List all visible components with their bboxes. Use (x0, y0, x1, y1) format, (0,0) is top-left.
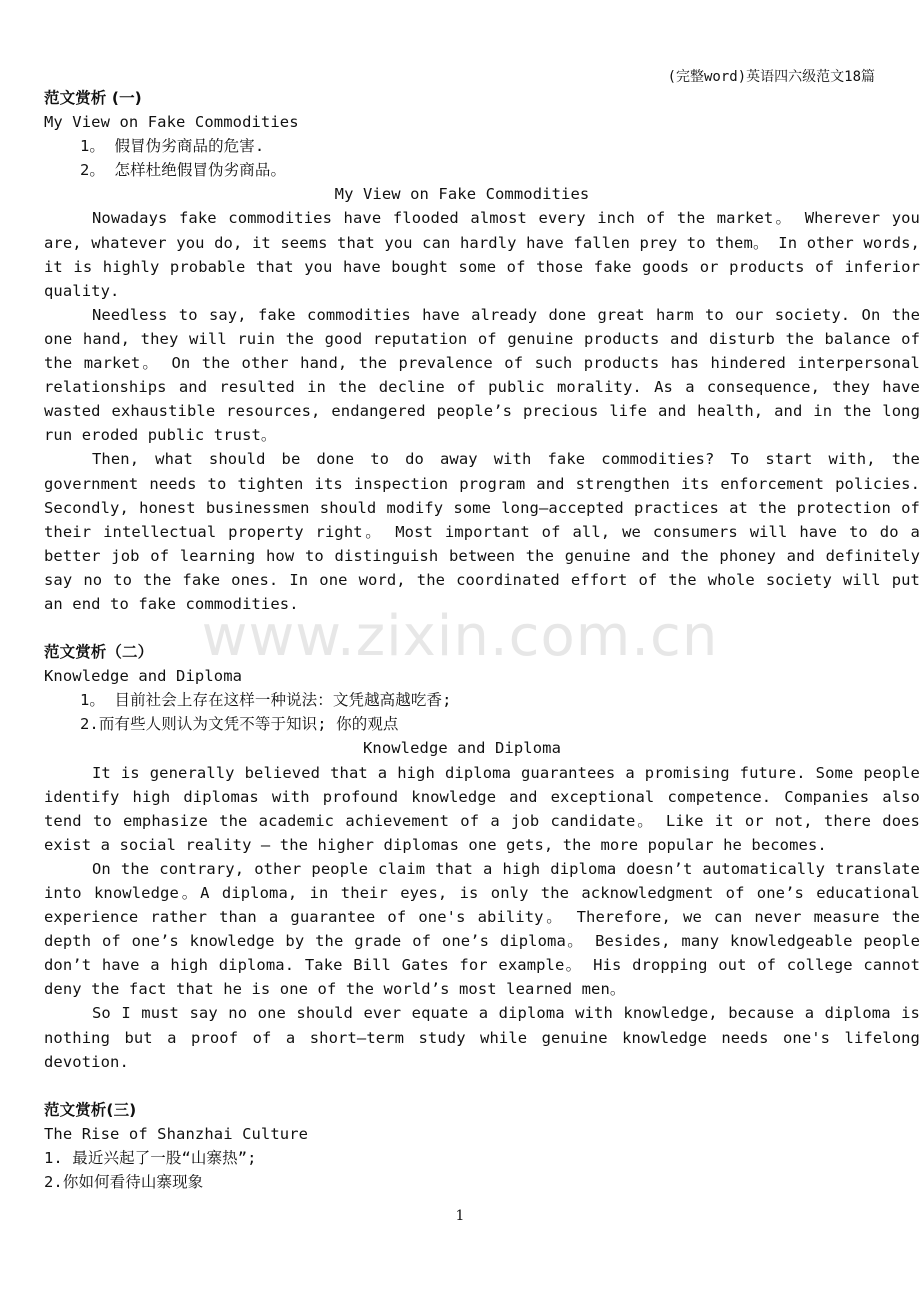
page-number: 1 (455, 1208, 465, 1224)
section-2-paragraph-2: On the contrary, other people claim that a high diploma doesn’t automatically translate into knowledge。A diploma, in their eyes, is only the acknowledgment of one’s educational experience rather than a guarantee of one's ability。 Therefore, we can never measure the depth of one’s knowledge by the grade of one’s diploma。 Besides, many knowledgeable people don’t have a high diploma. Take Bill Gates for example。 His dropping out of college cannot deny the fact that he is one of the world’s most learned men。 (44, 859, 920, 999)
section-1-outline-item-1: 1。 假冒伪劣商品的危害. (80, 137, 265, 156)
spacer (44, 1074, 920, 1098)
section-3-outline-item-2: 2.你如何看待山寨现象 (44, 1173, 204, 1192)
section-1-essay-title: My View on Fake Commodities (334, 185, 590, 204)
section-2-subtitle: Knowledge and Diploma (44, 667, 243, 686)
section-1-paragraph-3: Then, what should be done to do away with fake commodities? To start with, the government needs to tighten its inspection program and strengthen its enforcement policies. Secondly, honest businessmen should modify some long—accepted practices at the protection of their intellectual property right。 Most important of all, we consumers will have to do a better job of learning how to distinguish between the genuine and the phoney and definitely say no to the fake ones. In one word, the coordinated effort of the whole society will put an end to fake commodities. (44, 450, 920, 613)
section-2-paragraph-3: So I must say no one should ever equate a diploma with knowledge, because a diploma is nothing but a proof of a short—term study while genuine knowledge needs one's lifelong devotion. (44, 1004, 920, 1071)
spacer (44, 616, 920, 640)
section-3-heading: 范文赏析(三) (44, 1100, 137, 1119)
section-1-heading: 范文赏析 (一) (44, 89, 142, 107)
section-2-essay-title: Knowledge and Diploma (362, 739, 562, 758)
section-3-outline-item-1: 1. 最近兴起了一股“山寨热”; (44, 1148, 257, 1167)
section-1-paragraph-2: Needless to say, fake commodities have already done great harm to our society. On the one hand, they will ruin the good reputation of genuine products and disturb the balance of the market。 On the other hand, the prevalence of such products has hindered interpersonal relationships and resulted in the decline of public morality. As a consequence, they have wasted exhaustible resources, endangered people’s precious life and health, and in the long run eroded public trust。 (44, 305, 920, 445)
section-1-outline-item-2: 2。 怎样杜绝假冒伪劣商品。 (80, 161, 287, 180)
section-2-outline-item-1: 1。 目前社会上存在这样一种说法：文凭越高越吃香; (80, 691, 452, 710)
document-body (44, 86, 920, 1194)
page-header: (完整word)英语四六级范文18篇 (667, 69, 875, 85)
section-2-paragraph-1: It is generally believed that a high diploma guarantees a promising future. Some people identify high diplomas with profound knowledge and exceptional competence. Companies also tend to emphasize the academic achievement of a job candidate。 Like it or not, there does exist a social reality – the higher diplomas one gets, the more popular he becomes. (44, 763, 920, 854)
section-3-subtitle: The Rise of Shanzhai Culture (44, 1124, 309, 1143)
section-1-paragraph-1: Nowadays fake commodities have flooded almost every inch of the market。 Wherever you are, whatever you do, it seems that you can hardly have fallen prey to them。 In other words, it is highly probable that you have bought some of those fake goods or products of inferior quality. (44, 209, 920, 300)
section-2-heading: 范文赏析（二） (44, 643, 154, 662)
section-2-outline-item-2: 2.而有些人则认为文凭不等于知识; 你的观点 (80, 715, 399, 734)
section-1-subtitle: My View on Fake Commodities (44, 113, 299, 132)
watermark-text: www.zixin.com.cn (201, 604, 719, 669)
